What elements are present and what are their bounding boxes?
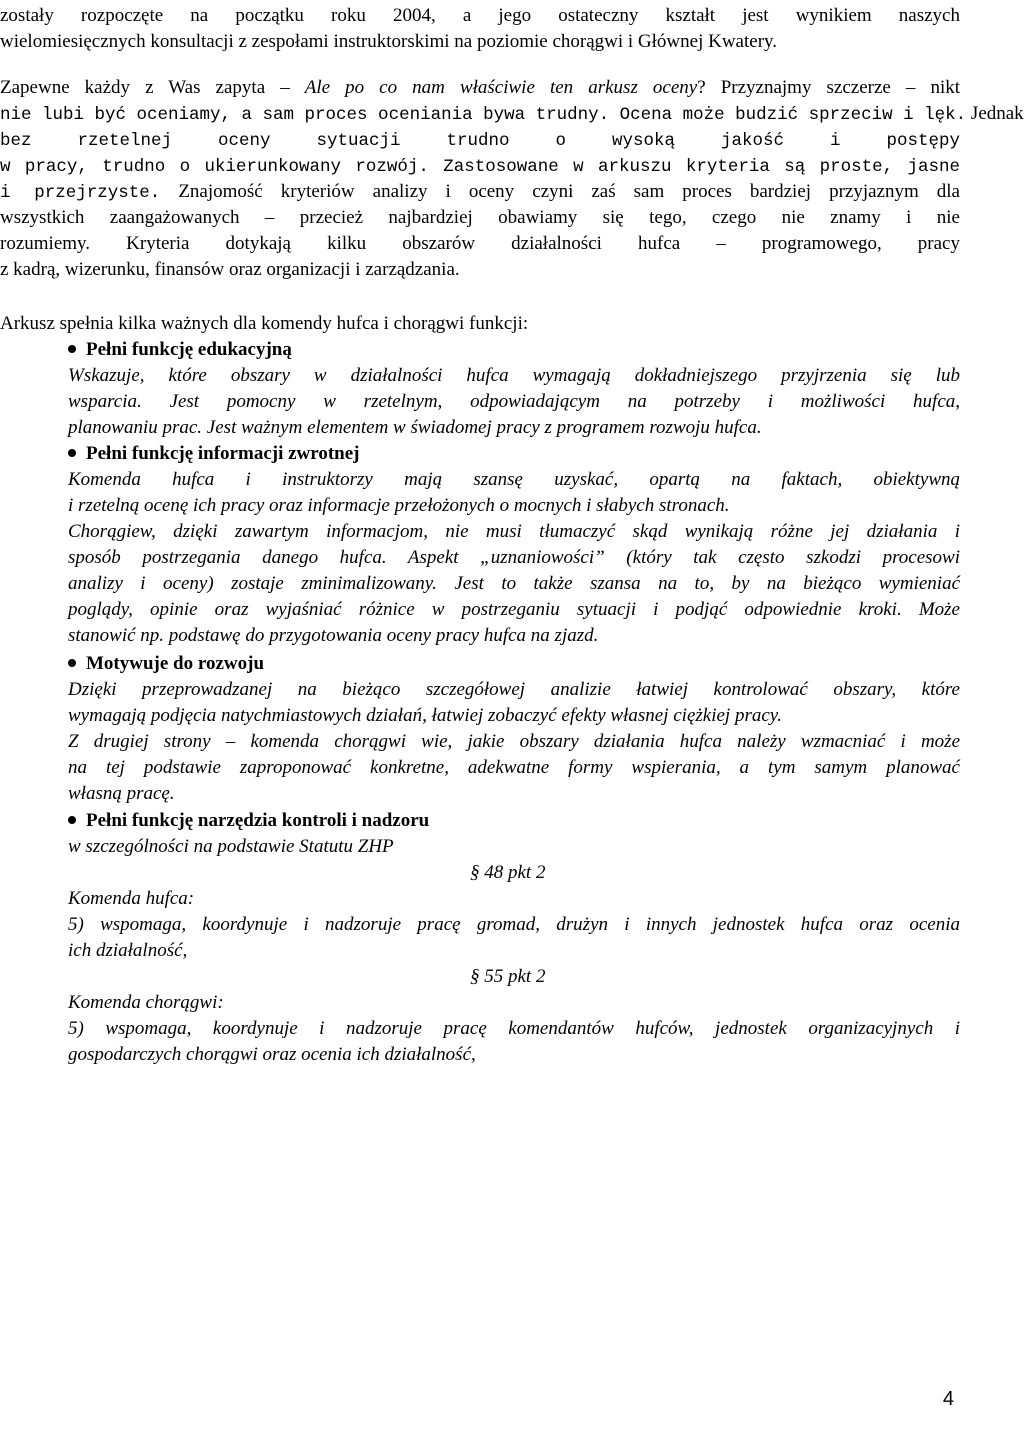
paragraph-line: wielomiesięcznych konsultacji z zespołami instruktorskimi na poziomie chorągwi i Głównej Kwatery. bbox=[0, 31, 778, 52]
italic-line: stanowić np. podstawę do przygotowania oceny pracy hufca na zjazd. bbox=[68, 625, 599, 646]
paragraph-line: wszystkich zaangażowanych – przecież najbardziej obawiamy się tego, czego nie znamy i nie bbox=[0, 207, 960, 228]
text-run: Jednak bbox=[966, 103, 1024, 124]
paragraph-line bbox=[0, 231, 960, 257]
statute-reference: § 55 pkt 2 bbox=[470, 966, 546, 987]
text-run: Zapewne każdy z Was zapyta – bbox=[0, 77, 305, 98]
italic-line: wsparcia. Jest pomocny w rzetelnym, odpowiadającym na potrzeby i możliwości hufca, bbox=[68, 391, 960, 412]
text-run: nie lubi być oceniamy, a sam proces oceniania bywa trudny. bbox=[0, 105, 610, 125]
italic-question: Ale po co nam właściwie ten arkusz oceny bbox=[304, 77, 698, 98]
italic-line: gospodarczych chorągwi oraz ocenia ich działalność, bbox=[68, 1044, 476, 1065]
text-run: Znajomość kryteriów analizy i oceny czyni zaś sam proces bardziej przyjaznym dla bbox=[160, 181, 960, 202]
text-run: Zastosowane w arkuszu kryteria są proste, jasne bbox=[428, 157, 960, 177]
italic-line: na tej podstawie zaproponować konkretne, adekwatne formy wspierania, a tym samym planować bbox=[68, 757, 960, 778]
text-run: i przejrzyste. bbox=[0, 183, 161, 203]
function-heading bbox=[68, 441, 360, 467]
heading-text: Pełni funkcję edukacyjną bbox=[86, 339, 292, 360]
text-run: w pracy, trudno o ukierunkowany rozwój. bbox=[0, 157, 429, 177]
heading-text: Motywuje do rozwoju bbox=[86, 653, 265, 674]
text-run: Ocena może budzić sprzeciw i lęk. bbox=[609, 105, 967, 125]
italic-line: wymagają podjęcia natychmiastowych działań, łatwiej zobaczyć efekty własnej ciężkiej pracy. bbox=[68, 705, 782, 726]
paragraph-line: z kadrą, wizerunku, finansów oraz organizacji i zarządzania. bbox=[0, 259, 460, 280]
italic-line: analizy i oceny) zostaje zminimalizowany. Jest to także szansa na to, by na bieżąco wymieniać bbox=[68, 573, 960, 594]
bullet-icon bbox=[68, 659, 76, 667]
paragraph-line: zostały rozpoczęte na początku roku 2004, a jego ostateczny kształt jest wynikiem naszych bbox=[0, 5, 960, 26]
italic-line: w szczególności na podstawie Statutu ZHP bbox=[68, 836, 394, 857]
text-run: Kryteria dotykają kilku obszarów działalności hufca – programowego, pracy bbox=[90, 233, 960, 254]
italic-line: poglądy, opinie oraz wyjaśniać różnice w postrzeganiu sytuacji i podjąć odpowiednie kroki. Może bbox=[68, 599, 960, 620]
function-heading bbox=[68, 808, 429, 834]
italic-line: sposób postrzegania danego hufca. Aspekt „uznaniowości” (który tak często szkodzi procesowi bbox=[68, 547, 960, 568]
italic-line: własną pracę. bbox=[68, 783, 175, 804]
italic-line: planowaniu prac. Jest ważnym elementem w świadomej pracy z programem rozwoju hufca. bbox=[68, 417, 762, 438]
paragraph-line bbox=[0, 179, 960, 206]
paragraph-line bbox=[0, 153, 960, 180]
heading-text: Pełni funkcję informacji zwrotnej bbox=[86, 443, 360, 464]
statute-reference: § 48 pkt 2 bbox=[470, 862, 546, 883]
intro-line: Arkusz spełnia kilka ważnych dla komendy hufca i chorągwi funkcji: bbox=[0, 313, 529, 334]
italic-line: 5) wspomaga, koordynuje i nadzoruje pracę komendantów hufców, jednostek organizacyjnych i bbox=[68, 1018, 960, 1039]
italic-line: ich działalność, bbox=[68, 940, 188, 961]
text-run: rozumiemy. bbox=[0, 233, 91, 254]
paragraph-line bbox=[0, 127, 960, 154]
italic-line: Dzięki przeprowadzanej na bieżąco szczegółowej analizie łatwiej kontrolować obszary, które bbox=[68, 679, 960, 700]
italic-line: Wskazuje, które obszary w działalności hufca wymagają dokładniejszego przyjrzenia się lub bbox=[68, 365, 960, 386]
function-heading bbox=[68, 337, 292, 363]
paragraph-line bbox=[0, 101, 1024, 128]
italic-line: Komenda chorągwi: bbox=[68, 992, 224, 1013]
heading-text: Pełni funkcję narzędzia kontroli i nadzoru bbox=[86, 810, 430, 831]
paragraph-line bbox=[0, 75, 960, 101]
bullet-icon bbox=[68, 345, 76, 353]
italic-line: 5) wspomaga, koordynuje i nadzoruje pracę gromad, drużyn i innych jednostek hufca oraz ocenia bbox=[68, 914, 960, 935]
italic-line: Chorągiew, dzięki zawartym informacjom, nie musi tłumaczyć skąd wynikają różne jej działania i bbox=[68, 521, 960, 542]
italic-line: Komenda hufca: bbox=[68, 888, 195, 909]
bullet-icon bbox=[68, 816, 76, 824]
bullet-icon bbox=[68, 449, 76, 457]
page-number: 4 bbox=[942, 1388, 954, 1410]
text-run: ? Przyznajmy szczerze – nikt bbox=[697, 77, 960, 98]
text-run: bez rzetelnej oceny sytuacji trudno o wysoką jakość i postępy bbox=[0, 131, 960, 151]
italic-line: i rzetelną ocenę ich pracy oraz informacje przełożonych o mocnych i słabych stronach. bbox=[68, 495, 730, 516]
italic-line: Z drugiej strony – komenda chorągwi wie, jakie obszary działania hufca należy wzmacniać i może bbox=[68, 731, 960, 752]
function-heading bbox=[68, 651, 264, 677]
italic-line: Komenda hufca i instruktorzy mają szansę uzyskać, opartą na faktach, obiektywną bbox=[68, 469, 960, 490]
